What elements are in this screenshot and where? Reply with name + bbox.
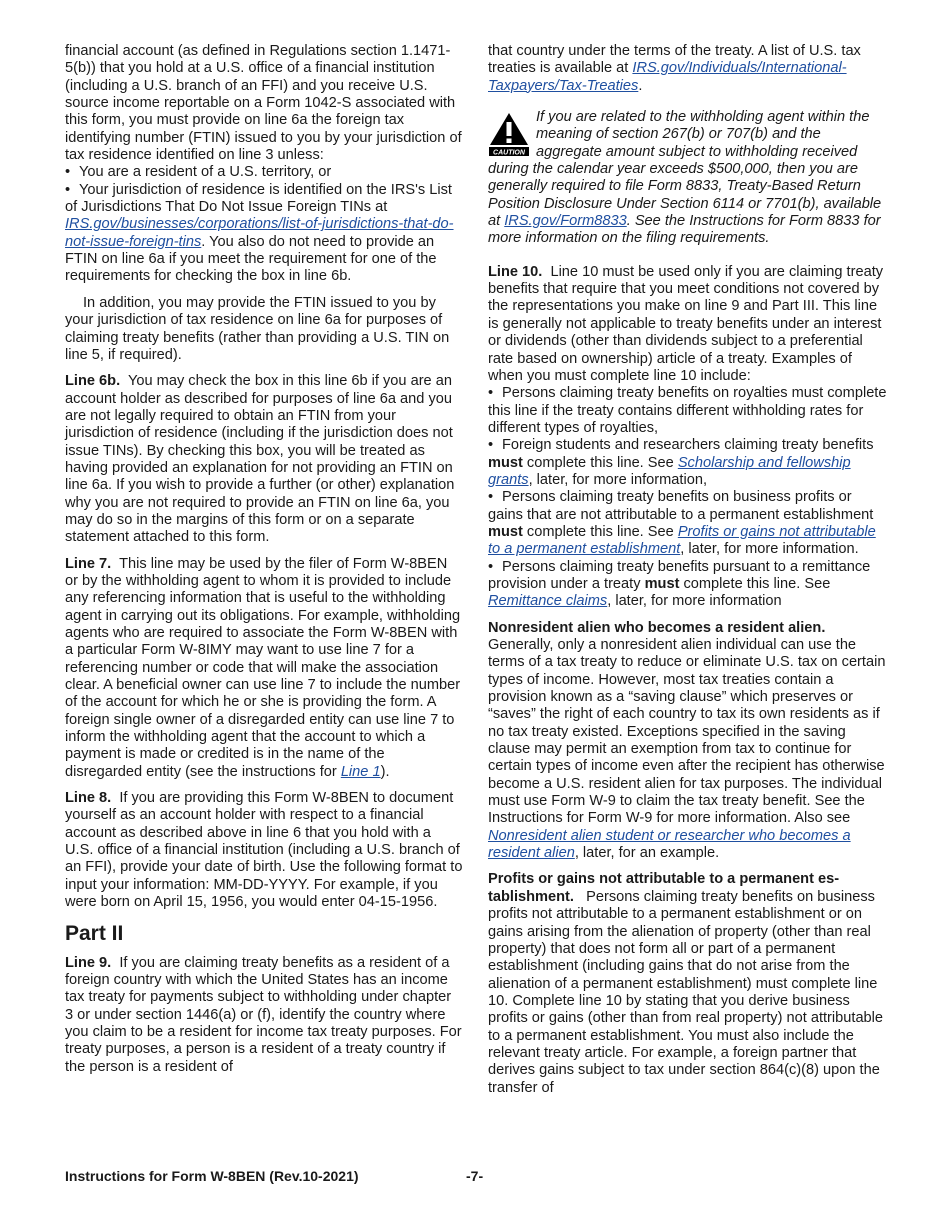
line9-paragraph: Line 9. If you are claiming treaty benefits as a resident of a foreign country with which the United States has an income tax treaty for payments subject to withholding under chapter 3 or under section 1446(a) or (f), identify the country where you claim to be a resident for income tax treaty purposes. For treaty purposes, a person is a resident of a treaty country if the person is a resident of bbox=[65, 954, 462, 1075]
treaty-list-paragraph: that country under the terms of the treaty. A list of U.S. tax treaties is available at IRS.gov/Individuals/International-Taxpayers/Tax-Treaties. bbox=[488, 43, 861, 94]
page-number: -7- bbox=[466, 1168, 484, 1184]
line10-paragraph: Line 10. Line 10 must be used only if you are claiming treaty benefits that require that you meet conditions not covered by the representations you make on line 9 and Part III. This line is generally not applicable to treaty benefits under an interest or dividends (other than dividends subject to a preferential rate based on ownership) article of a treaty. Examples of when you must complete line 10 include: bbox=[488, 263, 884, 384]
bullet-us-territory: • You are a resident of a U.S. territory, or bbox=[65, 164, 332, 181]
right-column bbox=[488, 43, 888, 1106]
line9-heading: Line 9. bbox=[65, 954, 112, 971]
footer-form-title: Instructions for Form W-8BEN (Rev.10-2021) bbox=[65, 1168, 359, 1184]
line6b-heading: Line 6b. bbox=[65, 373, 121, 390]
bullet-royalties: • Persons claiming treaty benefits on royalties must complete this line if the treaty contains different withholding rates for different types of royalties, bbox=[488, 385, 887, 436]
scholarship-link[interactable]: Scholarship and fellowship grants bbox=[488, 454, 851, 488]
line10-heading: Line 10. bbox=[488, 263, 543, 280]
intro-paragraph: financial account (as defined in Regulations section 1.1471-5(b)) that you hold at a U.S. office of a financial institution (including a U.S. branch of an FFI) and you receive U.S. source income reportable on a Form 1042-S associated with this form, you must provide on line 6a the foreign tax identifying number (FTIN) issued to you by your jurisdiction of tax residence identified on line 3 unless: bbox=[65, 43, 462, 164]
nonresident-student-link[interactable]: Nonresident alien student or researcher who becomes a resident alien bbox=[488, 827, 851, 862]
line1-link[interactable]: Line 1 bbox=[340, 763, 381, 780]
bullet-dot-icon: • bbox=[488, 437, 494, 454]
line7-heading: Line 7. bbox=[65, 555, 112, 572]
nonresident-alien-heading: Nonresident alien who becomes a resident alien. bbox=[488, 619, 826, 636]
line8-heading: Line 8. bbox=[65, 790, 112, 807]
profits-gains-heading: Profits or gains not attributable to a permanent es-tablishment. bbox=[488, 871, 840, 905]
form8833-link[interactable]: IRS.gov/Form8833 bbox=[504, 213, 627, 230]
bullet-dot-icon: • bbox=[488, 385, 494, 402]
bullet-remittance: • Persons claiming treaty benefits pursuant to a remittance provision under a treaty must complete this line. See Remittance claims, later, for more information bbox=[488, 558, 871, 610]
line7-paragraph: Line 7. This line may be used by the filer of Form W-8BEN or by the withholding agent to whom it is provided to include any referencing information that is useful to the withholding agent in carrying out its obligations. For example, withholding agents who are required to associate the Form W-8BEN with a particular Form W-8IMY may want to use line 7 for a referencing number or code that will make the association clear. A beneficial owner can use line 7 to include the number of the account for which he or she is providing the form. A foreign single owner of a disregarded entity can use line 7 to inform the withholding agent that the account to which a payment is made or credited is in the name of the disregarded entity (see the instructions for Line 1). bbox=[65, 555, 461, 780]
caution-label: CAUTION bbox=[493, 149, 525, 157]
profits-gains-paragraph: Profits or gains not attributable to a permanent es-tablishment. Persons claiming treaty benefits on business profits not attributable to a permanent establishment or on gains arising from the alienation of property (other than real property) that does not form all or part of a permanent establishment (including gains that do not arise from the alienation of a permanent establishment) must complete line 10. Complete line 10 by stating that you derive business profits or gains (other than from real property) not attributable to a permanent establishment. You must also include the relevant treaty article. For example, a foreign partner that derives gains subject to tax under section 864(c)(8) upon the transfer of bbox=[488, 871, 884, 1096]
profits-gains-link[interactable]: Profits or gains not attributable to a permanent establishment bbox=[488, 523, 876, 558]
addition-paragraph: In addition, you may provide the FTIN issued to you by your jurisdiction of tax residence on line 6a for purposes of claiming treaty benefits (rather than providing a U.S. TIN on line 5, if required). bbox=[65, 294, 450, 363]
nonresident-alien-paragraph: Nonresident alien who becomes a resident alien. Generally, only a nonresident alien individual can use the terms of a tax treaty to reduce or eliminate U.S. tax on certain types of income. However, most tax treaties contain a provision known as a “saving clause” which preserves or “saves” the right of each country to tax its own residents as if no tax treaty existed. Exceptions specified in the saving clause may permit an exemption from tax to continue for certain types of income even after the recipient has otherwise become a U.S. resident alien for tax purposes. The individual must use Form W-9 to claim the tax treaty benefit. See the Instructions for Form W-9 for more information. Also see Nonresident alien student or researcher who becomes a resident alien, later, for an example. bbox=[488, 619, 886, 862]
line8-paragraph: Line 8. If you are providing this Form W-8BEN to document yourself as an account holder with respect to a financial account as described above in line 6 that you hold with a U.S. office of a financial institution (including a U.S. branch of an FFI), provide your date of birth. Use the following format to input your information: MM-DD-YYYY. For example, if you were born on April 15, 1956, you would enter 04-15-1956. bbox=[65, 790, 463, 911]
caution-warning-icon bbox=[488, 111, 530, 157]
caution-note: CAUTION If you are related to the withholding agent within the meaning of section 267(b) or 707(b) and the aggregate amount subject to withholding received during the calendar year exceeds $500,000, then you are generally required to file Form 8833, Treaty-Based Return Position Disclosure Under Section 6114 or 7701(b), available at IRS.gov/Form8833. See the Instructions for Form 8833 for more information on the filing requirements. bbox=[488, 109, 882, 247]
jurisdictions-link[interactable]: IRS.gov/businesses/corporations/list-of-jurisdictions-that-do-not-issue-foreign-tins bbox=[65, 216, 454, 250]
bullet-no-foreign-tins: • Your jurisdiction of residence is identified on the IRS's List of Jurisdictions That Do Not Issue Foreign TINs at IRS.gov/businesses/corporations/list-of-jurisdictions-that-do-not-issue-foreign-tins. You also do not need to provide an FTIN on line 6a if you meet the requirement for one of the requirements for checking the box in line 6b. bbox=[65, 181, 454, 285]
part2-heading: Part II bbox=[65, 921, 124, 945]
bullet-dot-icon: • bbox=[65, 164, 71, 181]
remittance-link[interactable]: Remittance claims bbox=[488, 593, 608, 610]
bullet-dot-icon: • bbox=[488, 489, 494, 506]
bullet-dot-icon: • bbox=[488, 558, 494, 575]
bullet-business-profits: • Persons claiming treaty benefits on business profits or gains that are not attributable to a permanent establishment must complete this line. See Profits or gains not attributable to a permanent establishment, later, for more information. bbox=[488, 489, 876, 558]
left-column bbox=[65, 43, 463, 1085]
tax-treaties-link[interactable]: IRS.gov/Individuals/International-Taxpayers/Tax-Treaties bbox=[488, 60, 847, 94]
bullet-students: • Foreign students and researchers claiming treaty benefits must complete this line. See Scholarship and fellowship grants, later, for more information, bbox=[488, 437, 874, 488]
bullet-dot-icon: • bbox=[65, 181, 71, 198]
line6b-paragraph: Line 6b. You may check the box in this line 6b if you are an account holder as described for purposes of line 6a and you are not legally required to obtain an FTIN from your jurisdiction of residence (including if the jurisdiction does not issue TINs). By checking this box, you will be treated as having provided an explanation for not providing an FTIN on line 6a. If you wish to provide a further (or other) explanation why you are not required to provide an FTIN on line 6a, you may do so in the margins of this form or on a separate statement attached to this form. bbox=[65, 373, 455, 546]
